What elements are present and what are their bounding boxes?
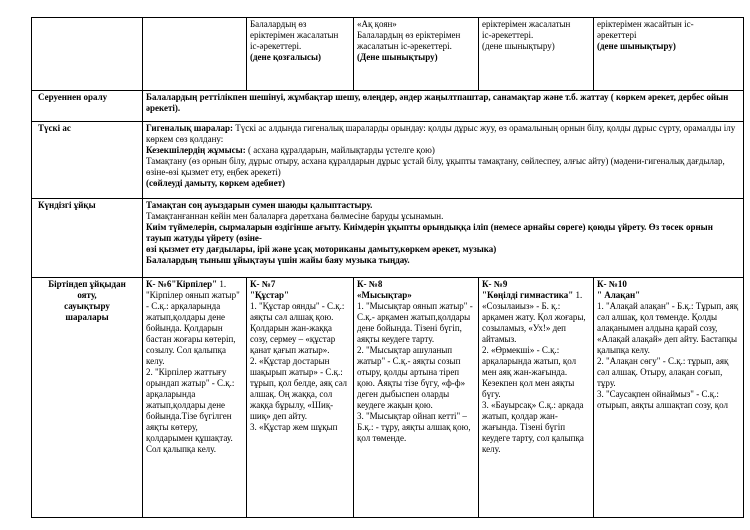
text-line: жасалатын іс-әрекеттері. xyxy=(357,41,452,51)
exercise-cell-7 xyxy=(247,278,354,518)
text-line: шаралары xyxy=(65,312,109,322)
text-line: «Ақ қоян» xyxy=(357,19,397,29)
exercise-subtitle: «Мысықтар» xyxy=(357,290,412,300)
walk-row xyxy=(32,91,744,122)
text-line: іс-әрекеттері. xyxy=(250,41,302,51)
text-line: (дене шынықтыру) xyxy=(597,41,676,51)
exercise-row xyxy=(32,278,744,518)
sleep-line-4: өзі қызмет ету дағдылары, іріі және ұсақ моториканы дамыту,көркем әрекет, музыка) xyxy=(146,244,497,254)
text-line: сауықтыру xyxy=(64,301,110,311)
exercise-cell-10 xyxy=(594,278,744,518)
row-label xyxy=(32,278,143,518)
empty-cell xyxy=(143,18,247,91)
row-label: Серуеннен оралу xyxy=(32,91,143,122)
exercise-subtitle: " Алақан" xyxy=(597,290,641,300)
walk-text: Балалардың реттілікпен шешінуі, жұмбақтар шешу, өлеңдер, әндер жаңылтпаштар, санамақтар және т.б. жаттау ( көркем әрекет, дербес ойын әрекеті). xyxy=(143,91,744,122)
exercise-text: "Кірпілер оянып жатыр" - С.қ.: арқаларында жатып,қолдары дене бойында. Қолдарын бастан жоғары көтеріп, созылу. Сол қалыпқа келу. 2. "Кірпілер жаттығу орындап жатыр" - С.қ.: арқаларында жатып,қолдары дене бойында.Тізе бүгілген аяқты көтеру, қолдарымен құшақтау. Сол қалыпқа келу. xyxy=(146,290,240,454)
header-cell-3 xyxy=(247,18,354,91)
exercise-cell-8 xyxy=(354,278,479,518)
exercise-title: К- №7 xyxy=(250,279,276,289)
exercise-text: 1. "Алақай алақан" - Б.қ.: Тұрып, аяқ сәл алшақ, қол төменде. Қолды алақанымен алдына қарай созу, «Алақай алақай» деп айту. Бастапқы қалыпқа келу. 2. "Алақан сөгу" - С.қ.: тұрып, аяқ сәл алшақ. Отыру, алақан соғып, тұру. 3. "Саусақпен ойнаймыз" - С.қ.: отырып, аяқты алшақтап созу, қол xyxy=(597,301,739,410)
plain-text: 1. xyxy=(217,279,227,289)
daily-plan-table xyxy=(31,17,744,518)
exercise-cell-6 xyxy=(143,278,247,518)
lunch-row xyxy=(32,122,744,199)
header-cell-6 xyxy=(594,18,744,91)
sleep-row xyxy=(32,199,744,278)
sleep-line-2: Тамақтанғаннан кейін мен балаларға дәретхана бөлмесіне баруды ұсынамын. xyxy=(146,211,444,221)
plain-text: ( асхана құралдарын, майлықтарды үстелге қою) xyxy=(245,145,435,155)
text-line: ояту, xyxy=(77,290,97,300)
lunch-line-1 xyxy=(146,123,740,145)
text-line: (Дене шынықтыру) xyxy=(357,52,438,62)
text-line: еріктерімен жасалатын xyxy=(250,30,339,40)
text-line: Біртіндеп ұйқыдан xyxy=(48,279,126,289)
text-line: еріктерімен жасалатын xyxy=(482,19,571,29)
empty-cell xyxy=(32,18,143,91)
row-label: Күндізгі ұйқы xyxy=(32,199,143,278)
text-line: іс-әрекеттері. xyxy=(482,30,534,40)
exercise-subtitle xyxy=(482,290,582,300)
lunch-line-3: Тамақтану (өз орнын білу, дұрыс отыру, асхана құралдарын дұрыс ұстай білу, ұқыпты тамақтану, сөйлеспеу, алғыс айту) (мәдени-гигеналық дағдылар, өзіне-өзі қызмет ету, еңбек әрекеті) xyxy=(146,156,725,177)
sleep-line-1: Тамақтан соң ауыздарын сумен шаюды қалыптастыру. xyxy=(146,200,373,210)
exercise-subtitle: "Құстар" xyxy=(250,290,290,300)
bold-text: Гигеналық шаралар: xyxy=(146,123,234,133)
exercise-title: К- №10 xyxy=(597,279,627,289)
header-cell-4 xyxy=(354,18,479,91)
bold-text: "Көңілді гимнастика" xyxy=(482,290,574,300)
exercise-text: 1. "Құстар оянды" - С.қ.: аяқты сәл алшақ қою. Қолдарын жан-жаққа созу, сермеу – «құстар қанат қағып жатыр». 2. «Құстар достарын шақырып жатыр» - С.қ.: тұрып, қол белде, аяқ сәл алшақ. Оң жаққа, сол жаққа бұрылу, «Шиқ-шиқ» деп айту. 3. «Құстар жем шұқып xyxy=(250,301,348,432)
text-line: Балалардың өз xyxy=(250,19,307,29)
text-line: Балалардың өз еріктерімен xyxy=(357,30,461,40)
exercise-text: 1. "Мысықтар оянып жатыр" - С.қ.- арқамен жатып,қолдары дене бойында. Тізені бүгіп, аяқты кеудеге тарту. 2. "Мысықтар ашуланып жатыр" - С.қ.- аяқты созып отыру, қолды артына тіреп қою. Аяқты тізе бүгу, «ф-ф» деген дыбыспен оларды кеудеге жақын қою. 3. "Мысықтар ойнап кетті" – Б.қ.: - тұру, аяқты алшақ қою, қол төменде. xyxy=(357,301,473,443)
text-line: (дене шынықтыру) xyxy=(482,41,555,51)
exercise-title xyxy=(146,279,226,289)
text-line: еріктерімен жасайтын іс- xyxy=(597,19,694,29)
bold-text: К- №6"Кірпілер" xyxy=(146,279,218,289)
plain-text: Түскі ас алдында гигеналық шараларды орындау: қолды дұрыс жуу, өз орамалының орнын білу, қолды дұрыс сүрту, орамалды ілу көркем сөз қолдану: xyxy=(146,123,736,144)
plain-text: 1. xyxy=(573,290,583,300)
lunch-line-4: (сөйлеуді дамыту, көркем әдебиет) xyxy=(146,178,286,188)
row-label: Түскі ас xyxy=(32,122,143,199)
exercise-title: К- №8 xyxy=(357,279,383,289)
header-cell-5 xyxy=(479,18,594,91)
lunch-line-2 xyxy=(146,145,740,156)
activity-header-row xyxy=(32,18,744,91)
bold-text: Кезекшілердің жұмысы: xyxy=(146,145,246,155)
sleep-line-5: Балалардың тыныш ұйықтауы үшін жайы баяу музыка тыңдау. xyxy=(146,255,410,265)
exercise-cell-9 xyxy=(479,278,594,518)
text-line: әрекеттері xyxy=(597,30,637,40)
sleep-content xyxy=(143,199,744,278)
exercise-text: «Созылаиыз» - Б. қ.: арқамен жату. Қол жоғары, созыламыз, «Ух!» деп айтамыз. 2. «Өрмекші» - С.қ.: арқаларында жатып, қол мен аяқ жан-жағында. Кезекпен қол мен аяқты бүгу. 3. «Бауырсақ» С.қ.: арқада жатып, қолдар жан-жағында. Тізені бүгіп кеудеге тарту, сол қалыпқа келу. xyxy=(482,301,586,454)
text-line: (дене қозғалысы) xyxy=(250,52,322,62)
lunch-content xyxy=(143,122,744,199)
exercise-title: К- №9 xyxy=(482,279,508,289)
sleep-line-3: Киім түймелерін, сырмаларын өздігінше ағыту. Киімдерін ұқыпты орындыққа іліп (немесе арнайы сөреге) қоюды үйрету. Өз төсек орнын тауып жатуды үйрету (өзіне- xyxy=(146,222,713,243)
